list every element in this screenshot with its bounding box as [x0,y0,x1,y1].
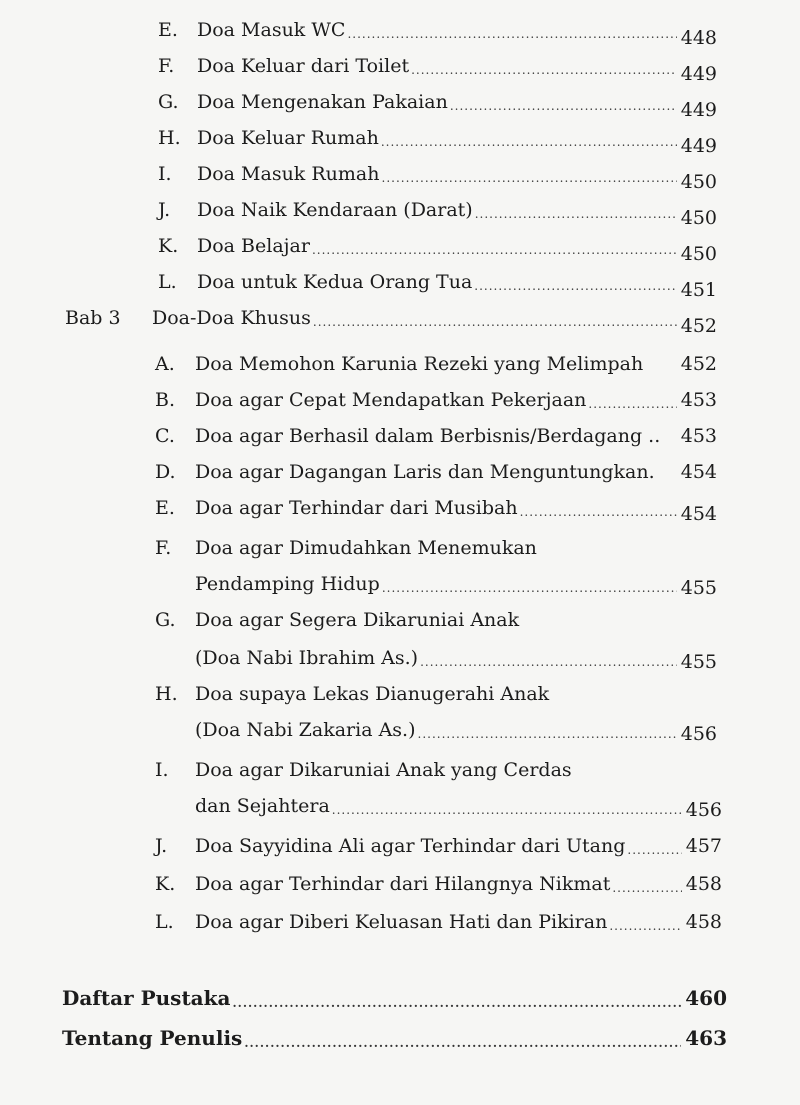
toc-page-number: 454 [680,503,717,525]
toc-page-number: 450 [680,243,717,265]
toc-page-number: 452 [680,353,717,375]
toc-page-number: 450 [680,171,717,193]
toc-entry[interactable] [197,234,717,265]
toc-entry-line2[interactable] [195,718,717,744]
toc-page-number: 456 [685,799,722,821]
toc-letter: L. [155,911,174,933]
toc-letter: L. [158,271,177,293]
leader-dots [411,58,677,82]
toc-entry-label: Doa agar Terhindar dari Musibah [195,497,518,519]
toc-entry-label: Doa Naik Kendaraan (Darat) [197,199,473,221]
toc-entry-continuation: Pendamping Hidup [195,573,380,595]
chapter-number: Bab 3 [65,307,121,329]
toc-entry-label: Doa agar Dimudahkan Menemukan [195,537,537,559]
toc-letter: I. [155,759,169,781]
toc-page-number: 451 [680,279,717,301]
toc-entry[interactable] [195,910,722,936]
leader-dots [475,202,677,226]
toc-entry[interactable] [195,388,717,414]
toc-letter: H. [155,683,178,705]
toc-entry-label: Doa agar Cepat Mendapatkan Pekerjaan [195,389,587,411]
toc-letter: K. [158,235,179,257]
leader-dots [381,130,677,154]
back-matter-label: Daftar Pustaka [62,986,231,1010]
toc-letter: G. [158,91,179,113]
chapter-entry[interactable] [152,306,717,337]
toc-entry-label: Doa Sayyidina Ali agar Terhindar dari Utang [195,835,626,857]
toc-entry-continuation: (Doa Nabi Ibrahim As.) [195,647,419,669]
leader-dots [382,166,677,190]
toc-entry[interactable] [195,872,722,898]
toc-page-number: 457 [685,835,722,857]
toc-entry-line1[interactable] [195,608,717,632]
toc-entry-line1[interactable] [195,758,717,782]
toc-page-number: 453 [680,389,717,411]
toc-page-number: 449 [680,135,717,157]
toc-letter: J. [155,835,168,857]
toc-letter: J. [158,199,171,221]
toc-letter: G. [155,609,176,631]
toc-entry-label: Doa agar Berhasil dalam Berbisnis/Berdagang .. [195,425,661,447]
toc-entry-continuation: dan Sejahtera [195,795,330,817]
toc-letter: E. [158,19,178,41]
leader-dots [627,838,681,862]
toc-entry-line2[interactable] [195,572,717,598]
toc-page-number: 458 [685,911,722,933]
toc-entry[interactable] [195,496,717,525]
back-matter-label: Tentang Penulis [62,1026,243,1050]
leader-dots [332,798,682,822]
toc-entry[interactable] [197,162,717,193]
toc-entry[interactable] [197,54,717,85]
leader-dots [588,392,676,416]
toc-entry[interactable] [195,834,722,860]
back-matter-entry[interactable] [62,1026,727,1053]
toc-page-number: 449 [680,99,717,121]
toc-entry-line2[interactable] [195,794,722,820]
toc-entry-label: Doa Mengenakan Pakaian [197,91,448,113]
toc-page-number: 453 [680,425,717,447]
toc-entry-label: Doa agar Dagangan Laris dan Menguntungkan. [195,461,655,483]
toc-entry[interactable] [197,270,717,301]
chapter-title: Doa-Doa Khusus [152,307,311,329]
toc-letter: B. [155,389,176,411]
toc-entry[interactable] [197,126,717,157]
leader-dots [244,1031,681,1055]
toc-entry[interactable] [195,352,717,376]
toc-entry-line2[interactable] [195,646,717,672]
leader-dots [232,991,681,1015]
toc-page-number: 454 [680,461,717,483]
toc-page-number: 448 [680,27,717,49]
toc-page-number: 455 [680,651,717,673]
toc-entry-label: Doa agar Terhindar dari Hilangnya Nikmat [195,873,611,895]
leader-dots [450,94,677,118]
toc-entry-continuation: (Doa Nabi Zakaria As.) [195,719,416,741]
back-matter-entry[interactable] [62,986,727,1013]
toc-page-number: 460 [685,986,727,1010]
toc-entry-label: Doa untuk Kedua Orang Tua [197,271,473,293]
toc-letter: F. [158,55,175,77]
toc-letter: A. [155,353,175,375]
toc-entry-label: Doa agar Segera Dikaruniai Anak [195,609,520,631]
toc-entry-label: Doa Masuk WC [197,19,346,41]
toc-entry-label: Doa Memohon Karunia Rezeki yang Melimpah [195,353,644,375]
leader-dots [312,238,677,262]
toc-page-number: 455 [680,577,717,599]
toc-entry-line1[interactable] [195,682,717,706]
leader-dots [609,914,681,938]
leader-dots [313,310,677,334]
leader-dots [520,500,677,524]
leader-dots [418,722,677,746]
leader-dots [474,274,676,298]
toc-page-number: 449 [680,63,717,85]
leader-dots [612,876,681,900]
toc-letter: D. [155,461,176,483]
toc-entry-label: Doa agar Dikaruniai Anak yang Cerdas [195,759,572,781]
leader-dots [347,22,676,46]
toc-letter: H. [158,127,181,149]
toc-letter: K. [155,873,176,895]
toc-letter: F. [155,537,172,559]
toc-letter: E. [155,497,175,519]
toc-entry-label: Doa Masuk Rumah [197,163,380,185]
toc-entry[interactable] [197,198,717,229]
toc-entry-label: Doa Keluar dari Toilet [197,55,410,77]
toc-entry[interactable] [195,424,717,448]
toc-letter: I. [158,163,172,185]
toc-page-number: 450 [680,207,717,229]
toc-entry-label: Doa Belajar [197,235,310,257]
toc-page-number: 452 [680,315,717,337]
toc-entry[interactable] [195,460,717,484]
toc-letter: C. [155,425,175,447]
toc-page-number: 458 [685,873,722,895]
leader-dots [420,650,677,674]
toc-page-number: 456 [680,723,717,745]
toc-entry-line1[interactable] [195,536,717,560]
toc-entry-label: Doa Keluar Rumah [197,127,379,149]
toc-entry[interactable] [197,90,717,121]
toc-entry[interactable] [197,18,717,49]
toc-entry-label: Doa agar Diberi Keluasan Hati dan Pikiran [195,911,608,933]
leader-dots [382,576,677,600]
toc-page-number: 463 [685,1026,727,1050]
toc-entry-label: Doa supaya Lekas Dianugerahi Anak [195,683,550,705]
